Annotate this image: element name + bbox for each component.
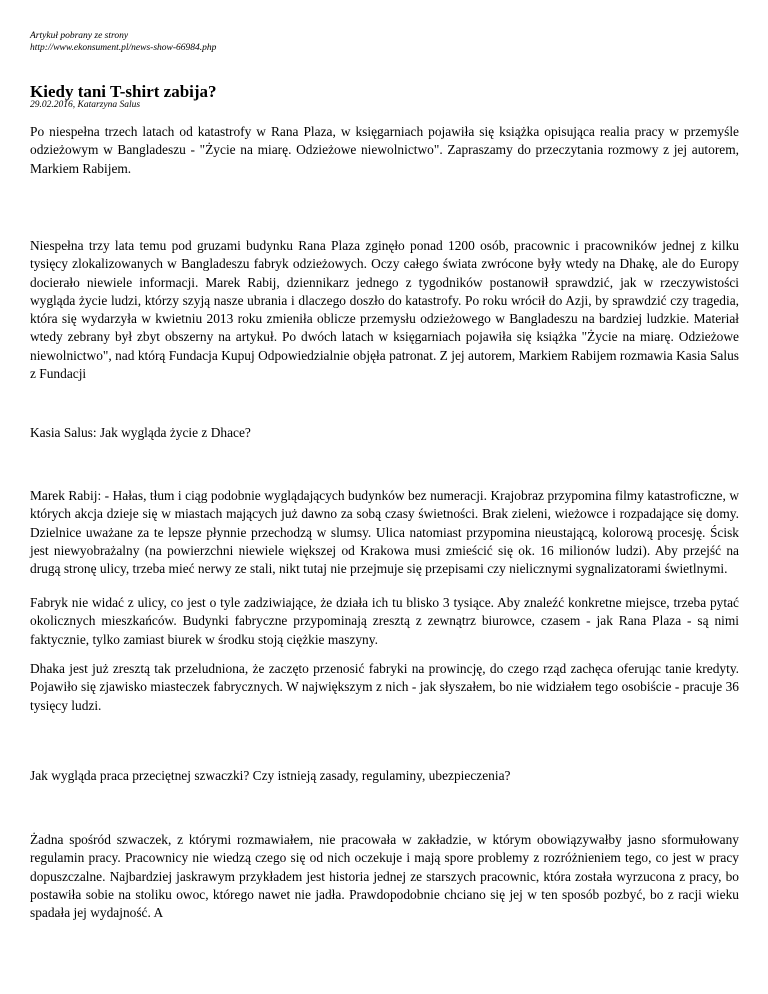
interview-answer: Fabryk nie widać z ulicy, co jest o tyle zadziwiające, że działa ich tu blisko 3 tysiące. Aby znaleźć konkretne miejsce, trzeba pytać okolicznych mieszkańców. Budynki fabryczne przypominają zresztą z zewnątrz biurowce, czasem - jak Rana Plaza - są nimi faktycznie, tylko zamiast biurek w środku stoją ciężkie maszyny. <box>30 595 739 647</box>
source-note <box>30 30 216 54</box>
article-byline: 29.02.2016, Katarzyna Salus <box>30 100 141 110</box>
interview-answer: Żadna spośród szwaczek, z którymi rozmawiałem, nie pracowała w zakładzie, w którym obowiązywałby jasno sformułowany regulamin pracy. Pracownicy nie wiedzą czego się od nich oczekuje i mają spore problemy z rozróżnieniem tego, co jest w pracy dopuszczalne. Najbardziej jaskrawym przykładem jest historia jednej ze starszych pracownic, która została wyrzucona z pracy, bo postawiła sobie na stoliku owoc, którego nawet nie jadła. Prawdopodobnie chciano się jej w ten sposób pozbyć, bo z racji wieku spadała jej wydajność. A <box>30 832 739 920</box>
interview-answer: Marek Rabij: - Hałas, tłum i ciąg podobnie wyglądających budynków bez numeracji. Krajobraz przypomina filmy katastroficzne, w których akcja dzieje się w miastach mających już dawno za sobą czasy świetności. Brak zieleni, wieżowce i rozpadające się domy. Dzielnice uważane za te lepsze płynnie przechodzą w slumsy. Ulica natomiast przypomina nieustającą, kolorową procesję. Ścisk jest niewyobrażalny (na powierzchni niewiele większej od Krakowa musi zmieścić się ok. 16 milionów ludzi). Aby przejść na drugą stronę ulicy, trzeba mieć nerwy ze stali, nikt tutaj nie przejmuje się przepisami czy nielicznymi sygnalizatorami świetlnymi. <box>30 488 739 576</box>
interview-question: Kasia Salus: Jak wygląda życie z Dhace? <box>30 425 251 440</box>
interview-answer: Dhaka jest już zresztą tak przeludniona, że zaczęto przenosić fabryki na prowincję, do czego rząd zachęca oferując tanie kredyty. Pojawiło się zjawisko miasteczek fabrycznych. W największym z nich - jak słyszałem, bo nie widziałem tego osobiście - pracuje 36 tysięcy ludzi. <box>30 661 739 713</box>
article-lead: Po niespełna trzech latach od katastrofy w Rana Plaza, w księgarniach pojawiła się książka opisująca realia pracy w przemyśle odzieżowym w Bangladeszu - "Życie na miarę. Odzieżowe niewolnictwo". Zapraszamy do przeczytania rozmowy z jej autorem, Markiem Rabijem. <box>30 124 739 176</box>
interview-question: Jak wygląda praca przeciętnej szwaczki? Czy istnieją zasady, regulaminy, ubezpieczenia? <box>30 768 511 783</box>
source-label: Artykuł pobrany ze strony <box>30 31 129 41</box>
article-paragraph: Niespełna trzy lata temu pod gruzami budynku Rana Plaza zginęło ponad 1200 osób, pracownic i pracowników jednej z kilku tysięcy zlokalizowanych w Bangladeszu fabryk odzieżowych. Oczy całego świata zwrócone były wtedy na Dhakę, ale do Europy docierało niewiele informacji. Marek Rabij, dziennikarz jednego z tygodników postanowił sprawdzić, jak w rzeczywistości wygląda życie ludzi, którzy szyją nasze ubrania i dlaczego doszło do katastrofy. Po roku wrócił do Azji, by sprawdzić czy tragedia, która się wydarzyła w kwietniu 2013 roku zmieniła oblicze przemysłu odzieżowego w Bangladeszu na bardziej ludzkie. Materiał wtedy zebrany był zbyt obszerny na artykuł. Po dwóch latach w księgarniach pojawiła się książka "Życie na miarę. Odzieżowe niewolnictwo", nad którą Fundacja Kupuj Odpowiedzialnie objęła patronat. Z jej autorem, Markiem Rabijem rozmawia Kasia Salus z Fundacji <box>30 238 739 381</box>
article-title: Kiedy tani T-shirt zabija? <box>30 82 217 101</box>
source-url: http://www.ekonsument.pl/news-show-66984.php <box>30 43 217 53</box>
